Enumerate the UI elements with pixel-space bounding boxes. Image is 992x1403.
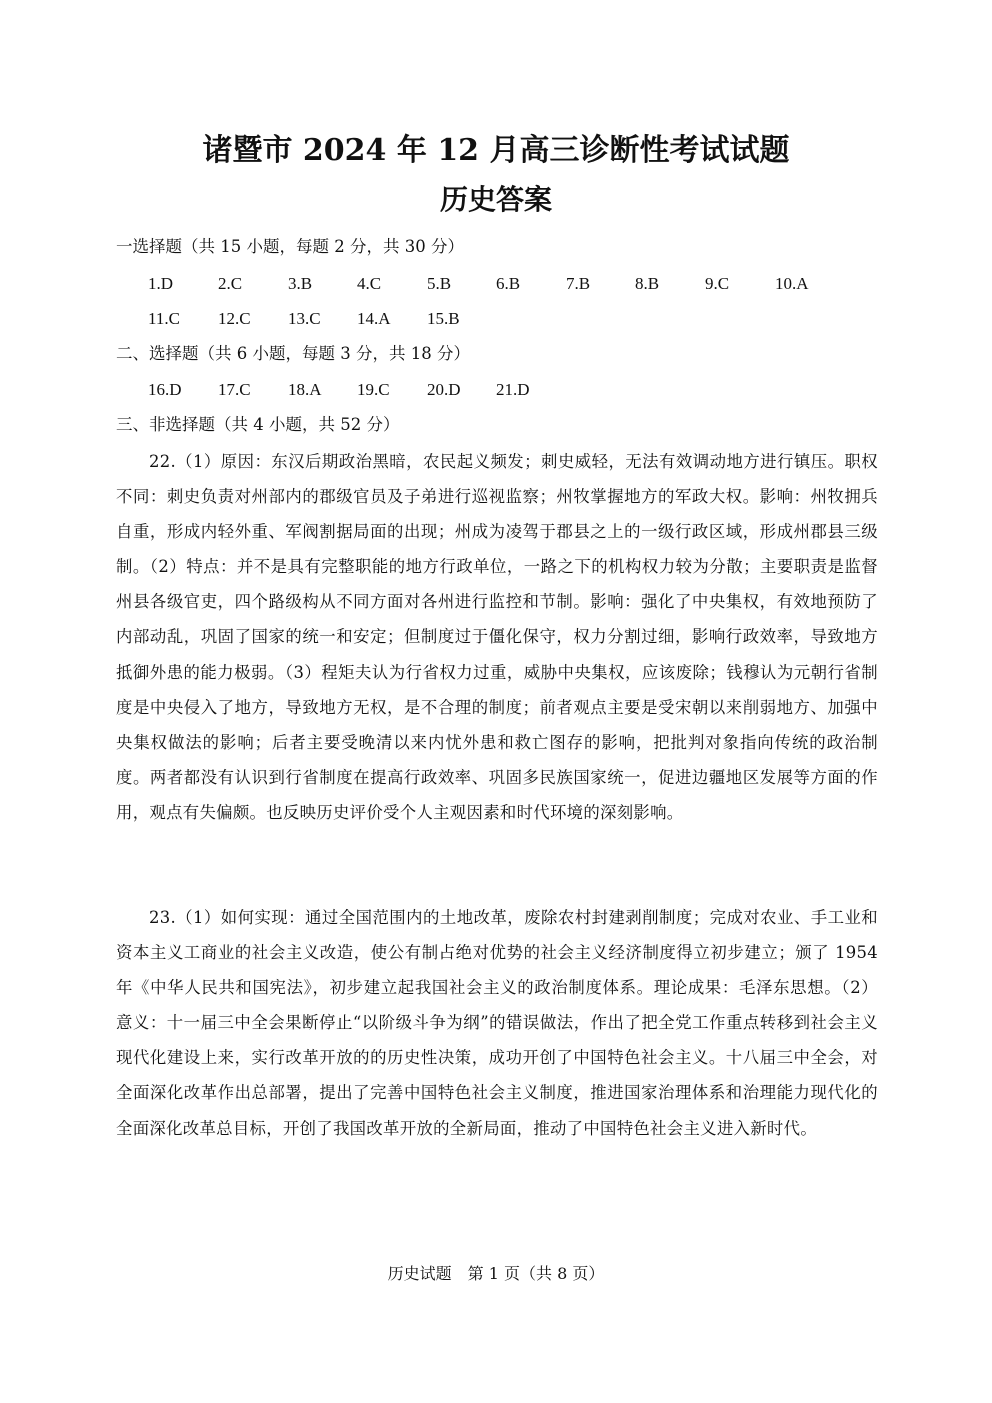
answer-item: 18.A xyxy=(288,380,322,399)
answer-item: 11.C xyxy=(148,309,180,328)
answer-item: 14.A xyxy=(357,309,391,328)
answer-item: 10.A xyxy=(775,274,809,293)
answer-item: 8.B xyxy=(635,274,660,293)
section3-heading: 三、非选择题（共 4 小题，共 52 分） xyxy=(116,415,400,434)
answer-item: 19.C xyxy=(357,380,390,399)
answer-item: 15.B xyxy=(427,309,460,328)
answer-item: 1.D xyxy=(148,274,174,293)
answer-item: 17.C xyxy=(218,380,251,399)
section2-heading: 二、选择题（共 6 小题，每题 3 分，共 18 分） xyxy=(116,344,470,363)
answer-item: 7.B xyxy=(566,274,591,293)
question-22-answer: 22.（1）原因：东汉后期政治黑暗，农民起义频发；刺史威轻，无法有效调动地方进行镇压。职权不同：刺史负责对州部内的郡级官员及子弟进行巡视监察；州牧掌握地方的军政大权。影响：州牧拥兵自重，形成内轻外重、军阀割据局面的出现；州成为凌驾于郡县之上的一级行政区域，形成州郡县三级制。（2）特点：并不是具有完整职能的地方行政单位，一路之下的机构权力较为分散；主要职责是监督州县各级官吏，四个路级构从不同方面对各州进行监控和节制。影响：强化了中央集权，有效地预防了内部动乱，巩固了国家的统一和安定；但制度过于僵化保守，权力分割过细，影响行政效率，导致地方抵御外患的能力极弱。（3）程矩夫认为行省权力过重，威胁中央集权，应该废除；钱穆认为元朝行省制度是中央侵入了地方，导致地方无权，是不合理的制度；前者观点主要是受宋朝以来削弱地方、加强中央集权做法的影响；后者主要受晚清以来内忧外患和救亡图存的影响，把批判对象指向传统的政治制度。两者都没有认识到行省制度在提高行政效率、巩固多民族国家统一，促进边疆地区发展等方面的作用，观点有失偏颇。也反映历史评价受个人主观因素和时代环境的深刻影响。 xyxy=(116,452,878,822)
page-title: 诸暨市 2024 年 12 月高三诊断性考试试题 xyxy=(202,133,790,168)
page-footer: 历史试题 第 1 页（共 8 页） xyxy=(387,1264,605,1283)
answer-item: 13.C xyxy=(288,309,321,328)
answer-item: 9.C xyxy=(705,274,730,293)
answer-item: 12.C xyxy=(218,309,251,328)
answer-item: 20.D xyxy=(427,380,461,399)
answer-item: 16.D xyxy=(148,380,182,399)
question-23-answer: 23.（1）如何实现：通过全国范围内的土地改革，废除农村封建剥削制度；完成对农业、手工业和资本主义工商业的社会主义改造，使公有制占绝对优势的社会主义经济制度得立初步建立；颁了 1954 年《中华人民共和国宪法》，初步建立起我国社会主义的政治制度体系。理论成果：毛泽东思想。（2）意义：十一届三中全会果断停止“以阶级斗争为纲”的错误做法，作出了把全党工作重点转移到社会主义现代化建设上来，实行改革开放的的历史性决策，成功开创了中国特色社会主义。十八届三中全会，对全面深化改革作出总部署，提出了完善中国特色社会主义制度，推进国家治理体系和治理能力现代化的全面深化改革总目标，开创了我国改革开放的全新局面，推动了中国特色社会主义进入新时代。 xyxy=(116,908,878,1138)
answer-item: 3.B xyxy=(288,274,313,293)
answer-item: 21.D xyxy=(496,380,530,399)
section1-heading: 一选择题（共 15 小题，每题 2 分，共 30 分） xyxy=(116,237,464,256)
answer-item: 5.B xyxy=(427,274,452,293)
answer-item: 2.C xyxy=(218,274,243,293)
answer-item: 4.C xyxy=(357,274,382,293)
answer-item: 6.B xyxy=(496,274,521,293)
page-subtitle: 历史答案 xyxy=(439,183,552,216)
